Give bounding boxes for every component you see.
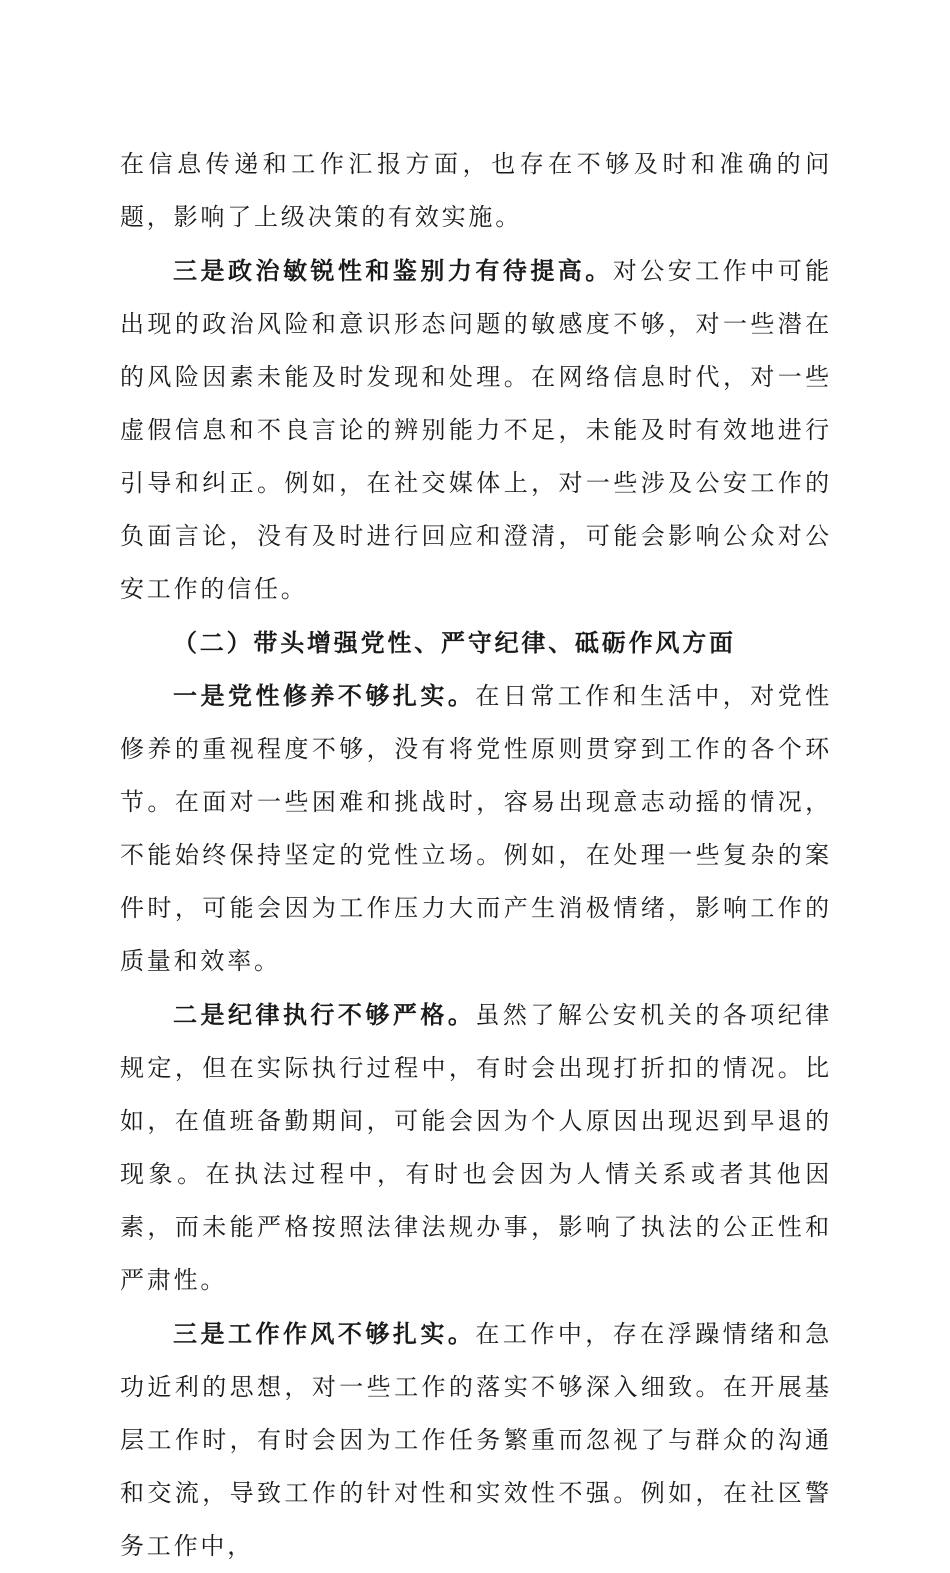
- paragraph-body: 在工作中，存在浮躁情绪和急功近利的思想，对一些工作的落实不够深入细致。在开展基层工作时，有时会因为工作任务繁重而忽视了与群众的沟通和交流，导致工作的针对性和实效性不强。例如，在社区警务工作中，: [120, 1320, 832, 1560]
- section-heading: （二）带头增强党性、严守纪律、砥砺作风方面: [173, 628, 736, 657]
- paragraph-lead: 三是政治敏锐性和鉴别力有待提高。: [173, 256, 613, 285]
- paragraph-discipline: [120, 988, 832, 1307]
- document-body: [120, 138, 832, 1573]
- paragraph-lead: 一是党性修养不够扎实。: [173, 681, 476, 710]
- paragraph-body: 虽然了解公安机关的各项纪律规定，但在实际执行过程中，有时会出现打折扣的情况。比如，在值班备勤期间，可能会因为个人原因出现迟到早退的现象。在执法过程中，有时也会因为人情关系或者其他因素，而未能严格按照法律法规办事，影响了执法的公正性和严肃性。: [120, 1001, 832, 1294]
- paragraph-body: 对公安工作中可能出现的政治风险和意识形态问题的敏感度不够，对一些潜在的风险因素未能及时发现和处理。在网络信息时代，对一些虚假信息和不良言论的辨别能力不足，未能及时有效地进行引导和纠正。例如，在社交媒体上，对一些涉及公安工作的负面言论，没有及时进行回应和澄清，可能会影响公众对公安工作的信任。: [120, 257, 832, 603]
- paragraph-lead: 二是纪律执行不够严格。: [173, 1000, 476, 1029]
- paragraph-body: 在日常工作和生活中，对党性修养的重视程度不够，没有将党性原则贯穿到工作的各个环节。在面对一些困难和挑战时，容易出现意志动摇的情况，不能始终保持坚定的党性立场。例如，在处理一些复杂的案件时，可能会因为工作压力大而产生消极情绪，影响工作的质量和效率。: [120, 682, 832, 975]
- paragraph-political-sensitivity: [120, 244, 832, 616]
- paragraph-work-style: [120, 1307, 832, 1573]
- paragraph-lead: 三是工作作风不够扎实。: [173, 1319, 476, 1348]
- paragraph-body: 在信息传递和工作汇报方面，也存在不够及时和准确的问题，影响了上级决策的有效实施。: [120, 150, 832, 231]
- paragraph-party-spirit: [120, 669, 832, 988]
- paragraph-continuation: [120, 138, 832, 244]
